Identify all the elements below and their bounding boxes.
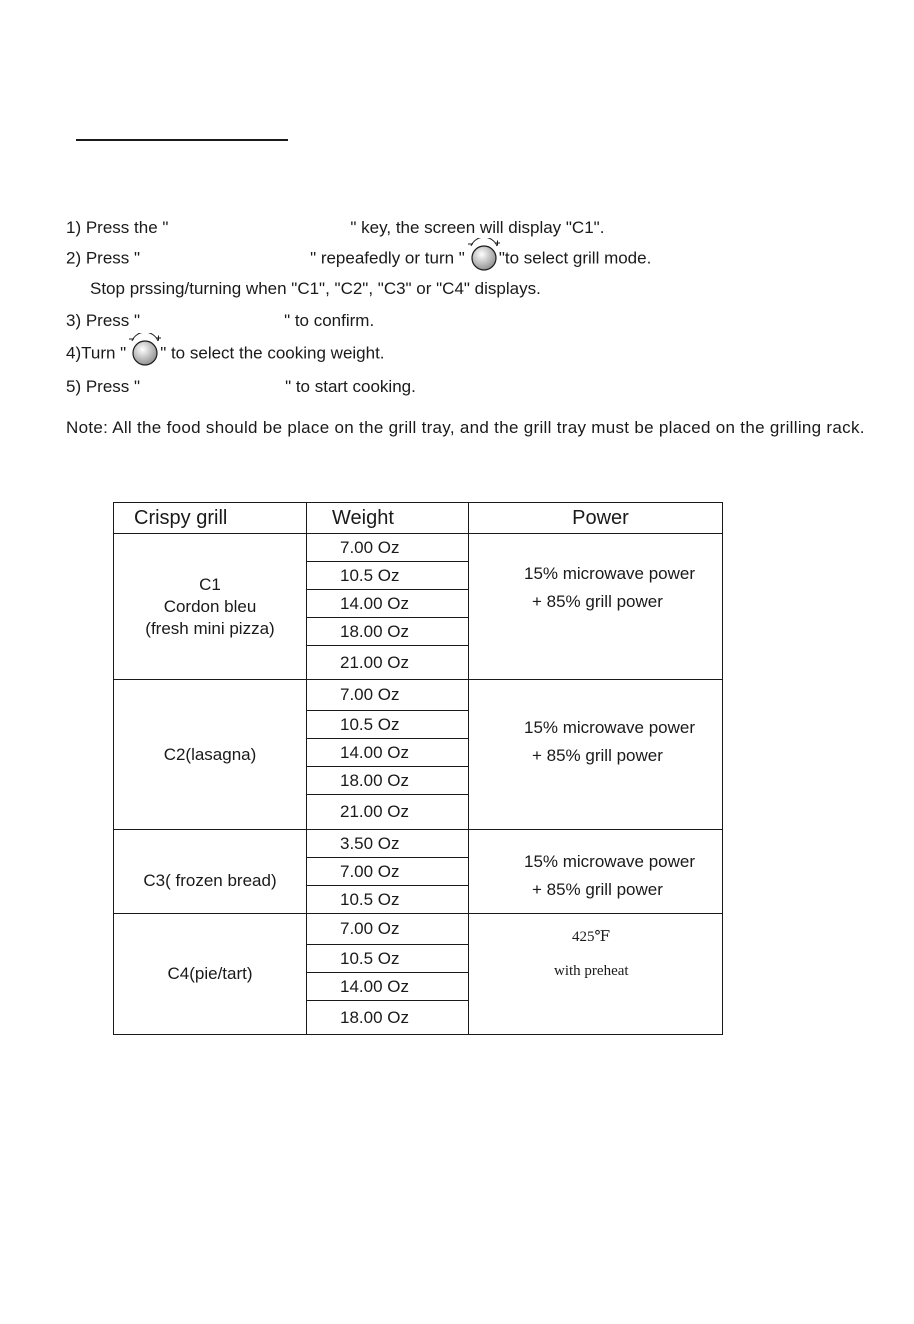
- crispy-grill-table: [113, 502, 723, 1035]
- step-2-text-a: 2) Press ": [66, 248, 141, 268]
- weight-cell: 10.5 Oz: [307, 886, 469, 914]
- power-line-1: 425℉: [572, 929, 611, 945]
- weight-cell: 21.00 Oz: [307, 646, 469, 680]
- section-heading-underline: [76, 139, 288, 141]
- program-code: C1: [199, 574, 221, 594]
- program-cell-c3: [114, 830, 307, 914]
- weight-cell: 7.00 Oz: [307, 858, 469, 886]
- weight-cell: 21.00 Oz: [307, 795, 469, 830]
- table-row: [114, 680, 723, 711]
- header-weight: Weight: [307, 503, 469, 534]
- step-1-text-b: " key, the screen will display "C1".: [350, 218, 605, 237]
- weight-cell: 10.5 Oz: [307, 562, 469, 590]
- step-3: [66, 311, 374, 331]
- power-line-2: with preheat: [554, 963, 629, 979]
- step-2: [66, 248, 651, 270]
- program-name: Cordon bleu: [163, 596, 257, 616]
- power-cell-c3: [469, 830, 723, 914]
- header-crispy-grill: Crispy grill: [114, 503, 307, 534]
- weight-cell: 7.00 Oz: [307, 680, 469, 711]
- power-line-1: 15% microwave power: [524, 564, 696, 583]
- weight-cell: 10.5 Oz: [307, 711, 469, 739]
- step-5-text-b: " to start cooking.: [285, 377, 416, 396]
- power-line-1: 15% microwave power: [524, 718, 696, 737]
- table-row: [114, 534, 723, 562]
- weight-cell: 14.00 Oz: [307, 973, 469, 1001]
- step-4-text-b: " to select the cooking weight.: [160, 343, 385, 363]
- program-code: C2(lasagna): [163, 744, 257, 764]
- program-subname: (fresh mini pizza): [145, 618, 275, 638]
- weight-cell: 18.00 Oz: [307, 618, 469, 646]
- power-cell-c1: [469, 534, 723, 680]
- weight-cell: 3.50 Oz: [307, 830, 469, 858]
- table-row: [114, 830, 723, 858]
- step-2-text-b: " repeafedly or turn ": [310, 248, 465, 268]
- dial-knob-icon: [128, 343, 158, 365]
- power-cell-c2: [469, 680, 723, 830]
- step-3-text-b: " to confirm.: [284, 311, 375, 330]
- weight-cell: 18.00 Oz: [307, 1001, 469, 1035]
- note-text: Note: All the food should be place on the grill tray, and the grill tray must be placed on the grilling rack.: [66, 418, 865, 437]
- program-code: C4(pie/tart): [167, 964, 253, 983]
- table-header-row: [114, 503, 723, 534]
- power-line-2: + 85% grill power: [532, 592, 663, 611]
- program-cell-c2: [114, 680, 307, 830]
- weight-cell: 14.00 Oz: [307, 590, 469, 618]
- power-cell-c4: [469, 914, 723, 1035]
- power-line-2: + 85% grill power: [532, 880, 663, 899]
- step-4-text-a: 4)Turn ": [66, 343, 127, 363]
- weight-cell: 18.00 Oz: [307, 767, 469, 795]
- header-power: Power: [469, 503, 723, 534]
- step-4: [66, 343, 385, 365]
- power-line-2: + 85% grill power: [532, 746, 663, 765]
- weight-cell: 7.00 Oz: [307, 914, 469, 945]
- weight-cell: 10.5 Oz: [307, 945, 469, 973]
- dial-knob-icon: [467, 248, 497, 270]
- program-code: C3( frozen bread): [143, 870, 277, 890]
- step-2-text-c: "to select grill mode.: [498, 248, 652, 268]
- step-1-text-a: 1) Press the ": [66, 218, 169, 237]
- table-row: [114, 914, 723, 945]
- step-5-text-a: 5) Press ": [66, 377, 141, 396]
- program-cell-c1: [114, 534, 307, 680]
- power-line-1: 15% microwave power: [524, 852, 696, 871]
- step-5: [66, 377, 416, 397]
- step-2-continuation: Stop prssing/turning when "C1", "C2", "C3" or "C4" displays.: [90, 279, 541, 298]
- weight-cell: 14.00 Oz: [307, 739, 469, 767]
- step-3-text-a: 3) Press ": [66, 311, 141, 330]
- program-cell-c4: [114, 914, 307, 1035]
- weight-cell: 7.00 Oz: [307, 534, 469, 562]
- step-1: [66, 218, 604, 238]
